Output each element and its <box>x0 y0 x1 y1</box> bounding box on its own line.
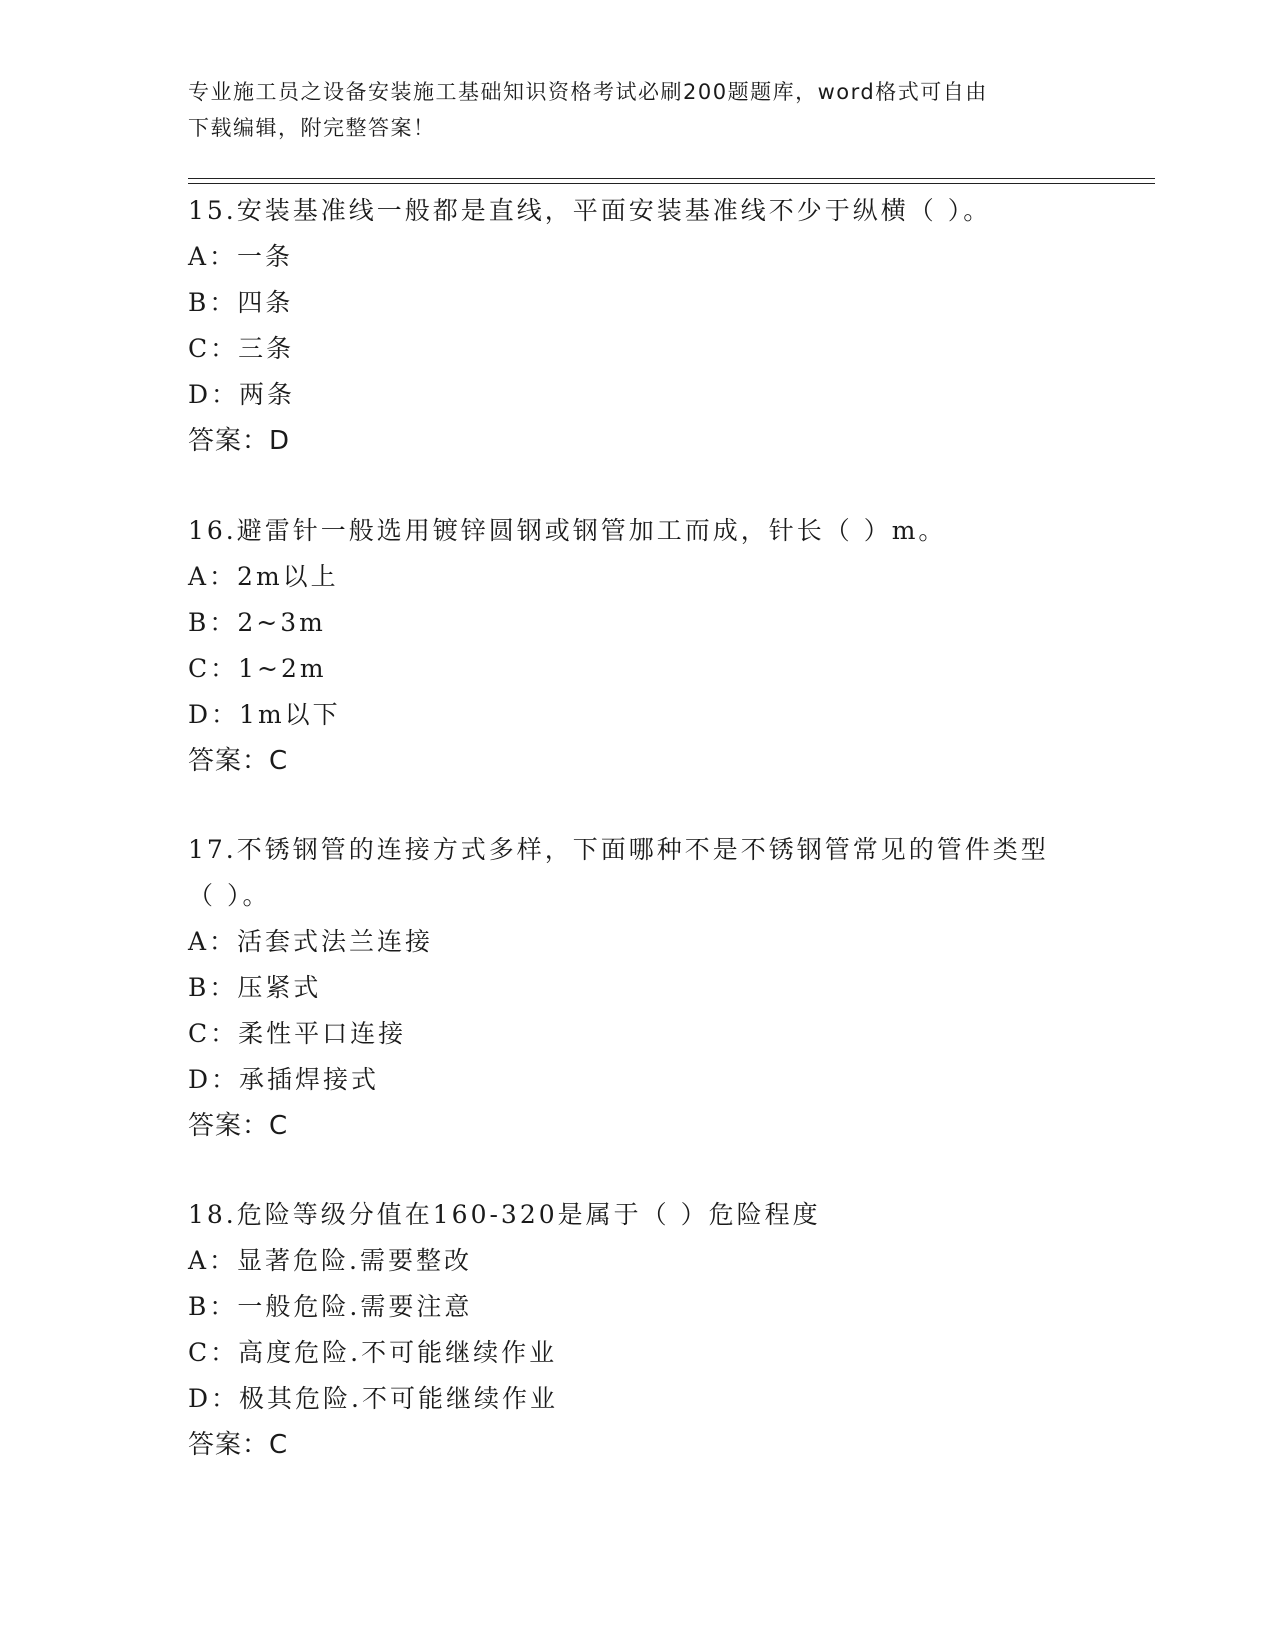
document-header <box>188 74 1078 146</box>
option-c: C：柔性平口连接 <box>188 1019 407 1048</box>
option-b: B：四条 <box>188 288 294 317</box>
option-a: A：显著危险.需要整改 <box>188 1246 473 1275</box>
option-c: C：高度危险.不可能继续作业 <box>188 1338 558 1367</box>
option-d: D：极其危险.不可能继续作业 <box>188 1384 558 1413</box>
question-15 <box>188 188 1088 464</box>
header-line-2: 下载编辑，附完整答案！ <box>188 116 436 140</box>
option-c: C：1~2m <box>188 654 327 683</box>
question-stem: 16.避雷针一般选用镀锌圆钢或钢管加工而成，针长（ ）m。 <box>188 516 947 545</box>
answer: 答案：C <box>188 746 289 776</box>
question-stem: 17.不锈钢管的连接方式多样，下面哪种不是不锈钢管常见的管件类型 <box>188 835 1049 864</box>
option-b: B：压紧式 <box>188 973 322 1002</box>
answer: 答案：D <box>188 426 291 456</box>
question-16 <box>188 508 1088 784</box>
option-b: B：一般危险.需要注意 <box>188 1292 473 1321</box>
question-stem: 18.危险等级分值在160-320是属于（ ）危险程度 <box>188 1200 821 1229</box>
option-b: B：2~3m <box>188 608 326 637</box>
option-a: A：一条 <box>188 242 294 271</box>
question-18 <box>188 1192 1088 1468</box>
question-17 <box>188 827 1088 1149</box>
option-a: A：2m以上 <box>188 562 339 591</box>
header-divider-bottom <box>188 183 1155 184</box>
answer: 答案：C <box>188 1111 289 1141</box>
option-d: D：承插焊接式 <box>188 1065 380 1094</box>
header-divider-top <box>188 178 1155 179</box>
header-line-1: 专业施工员之设备安装施工基础知识资格考试必刷200题题库，word格式可自由 <box>188 80 988 104</box>
option-c: C：三条 <box>188 334 295 363</box>
option-a: A：活套式法兰连接 <box>188 927 434 956</box>
option-d: D：1m以下 <box>188 700 341 729</box>
option-d: D：两条 <box>188 380 296 409</box>
answer: 答案：C <box>188 1430 289 1460</box>
question-stem: 15.安装基准线一般都是直线，平面安装基准线不少于纵横（ ）。 <box>188 196 992 225</box>
question-stem-continued: （ ）。 <box>188 881 271 910</box>
